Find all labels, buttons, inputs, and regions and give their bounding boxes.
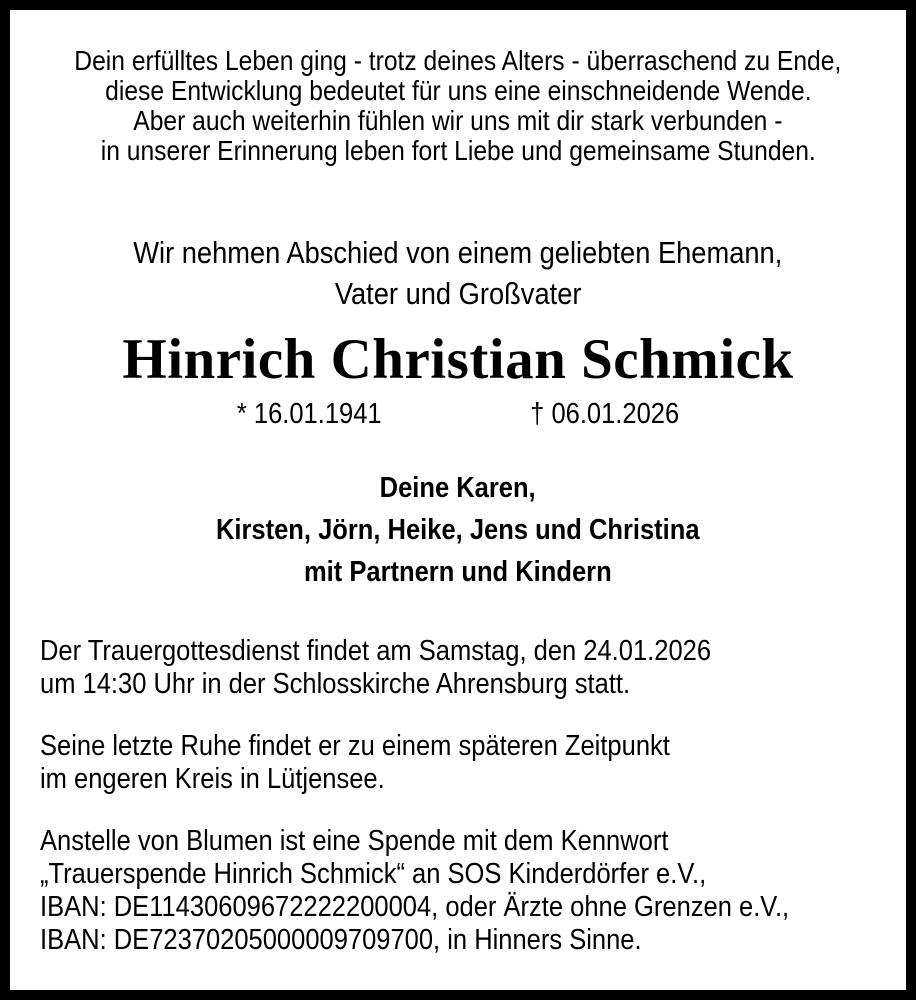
burial-line: Seine letzte Ruhe findet er zu einem späteren Zeitpunkt [40,730,670,762]
verse-line: diese Entwicklung bedeutet für uns eine einschneidende Wende. [104,75,812,106]
donation-line: IBAN: DE72370205000009709700, in Hinners Sinne. [40,924,642,956]
service-line: um 14:30 Uhr in der Schlosskirche Ahrensburg statt. [40,668,631,700]
farewell-line: Wir nehmen Abschied von einem geliebten Ehemann, [133,235,783,270]
burial-line: im engeren Kreis in Lütjensee. [40,763,385,795]
mourner-line: mit Partnern und Kindern [304,556,612,588]
death-date: † 06.01.2026 [529,398,679,430]
donation-line: Anstelle von Blumen ist eine Spende mit dem Kennwort [40,825,669,857]
verse-line: in unserer Erinnerung leben fort Liebe und gemeinsame Stunden. [100,135,816,166]
opening-verse [10,46,906,166]
birth-date: * 16.01.1941 [236,398,382,430]
notice-details [10,635,906,957]
burial-info [40,730,906,796]
farewell-statement [10,232,906,314]
deceased-name: Hinrich Christian Schmick [122,328,794,391]
verse-line: Aber auch weiterhin fühlen wir uns mit dir stark verbunden - [133,105,783,136]
farewell-line: Vater und Großvater [334,276,582,311]
life-dates [10,398,906,431]
verse-line: Dein erfülltes Leben ging - trotz deines Alters - überraschend zu Ende, [74,45,842,76]
mourner-line: Deine Karen, [379,472,537,504]
mourner-line: Kirsten, Jörn, Heike, Jens und Christina [216,514,700,546]
donation-line: IBAN: DE11430609672222200004, oder Ärzte ohne Grenzen e.V., [40,891,790,923]
mourners-list [10,467,906,593]
service-info [40,635,906,701]
donation-info [40,825,906,957]
donation-line: „Trauerspende Hinrich Schmick“ an SOS Kinderdörfer e.V., [40,858,707,890]
service-line: Der Trauergottesdienst findet am Samstag, den 24.01.2026 [40,635,712,667]
